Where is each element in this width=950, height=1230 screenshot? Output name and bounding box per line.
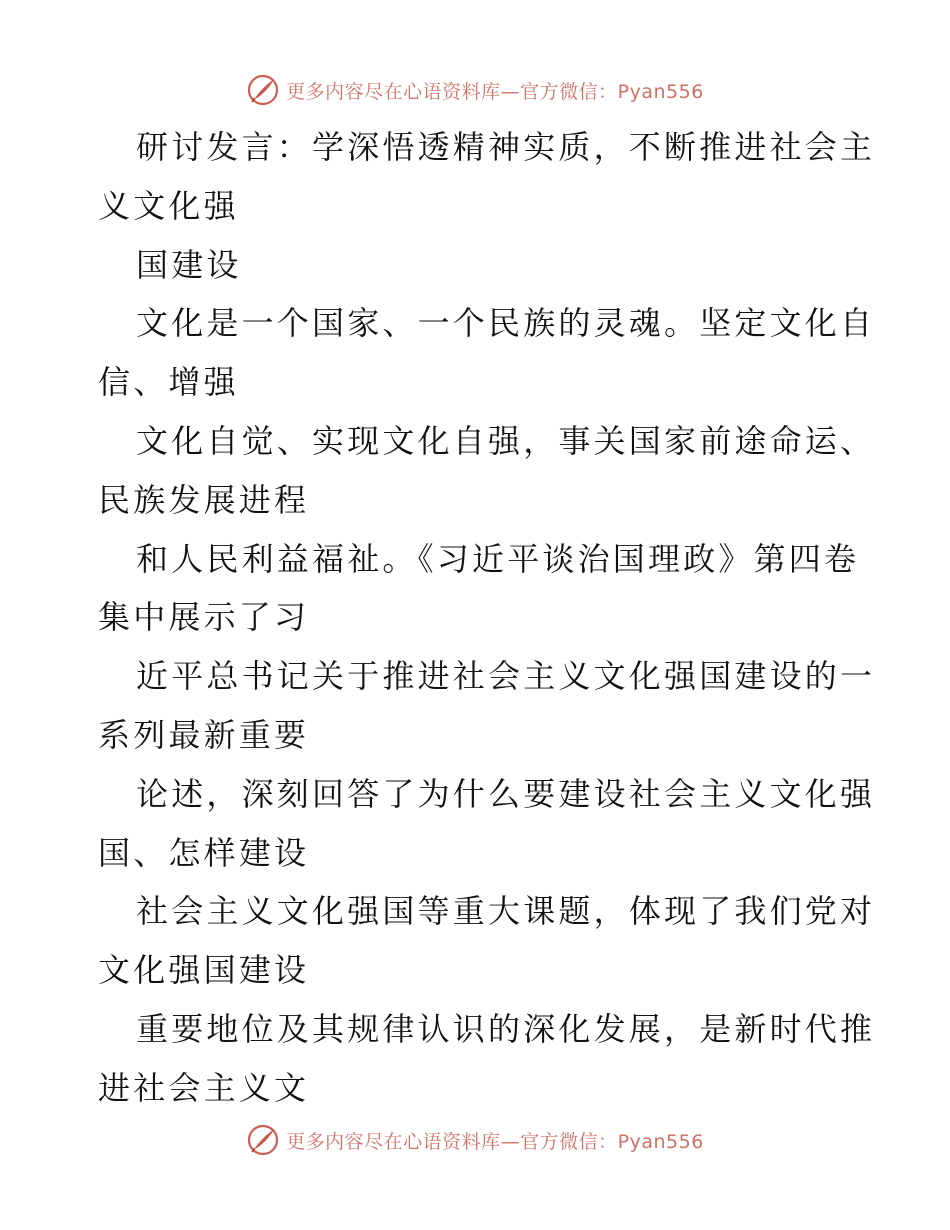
text-line: 信、增强	[98, 363, 239, 402]
header-watermark-banner	[0, 70, 950, 110]
feather-pen-logo-icon	[246, 73, 280, 107]
text-line: 集中展示了习	[98, 598, 310, 637]
text-line: 社会主义文化强国等重大课题，体现了我们党对	[136, 892, 876, 931]
text-line: 文化自觉、实现文化自强，事关国家前途命运、	[136, 421, 876, 460]
text-line: 义文化强	[98, 186, 239, 225]
text-line: 和人民利益福祉。《习近平谈治国理政》第四卷	[136, 539, 860, 578]
text-line: 国建设	[136, 245, 242, 284]
text-line: 研讨发言：学深悟透精神实质，不断推进社会主	[136, 128, 876, 166]
text-line: 文化是一个国家、一个民族的灵魂。坚定文化自	[136, 304, 876, 343]
watermark-text: 更多内容尽在心语资料库—官方微信：Pyan556	[286, 1130, 704, 1153]
text-line: 国、怎样建设	[98, 833, 310, 872]
text-line: 系列最新重要	[98, 715, 310, 754]
text-line: 进社会主义文	[98, 1068, 310, 1107]
text-line: 论述，深刻回答了为什么要建设社会主义文化强	[136, 774, 876, 813]
document-body	[98, 118, 876, 1118]
text-line: 重要地位及其规律认识的深化发展，是新时代推	[136, 1009, 876, 1048]
feather-pen-logo-icon	[246, 1123, 280, 1157]
text-line: 文化强国建设	[98, 951, 310, 990]
watermark-text: 更多内容尽在心语资料库—官方微信：Pyan556	[286, 80, 704, 103]
footer-watermark-banner	[0, 1120, 950, 1160]
text-line: 近平总书记关于推进社会主义文化强国建设的一	[136, 657, 876, 696]
text-line: 民族发展进程	[98, 480, 310, 519]
